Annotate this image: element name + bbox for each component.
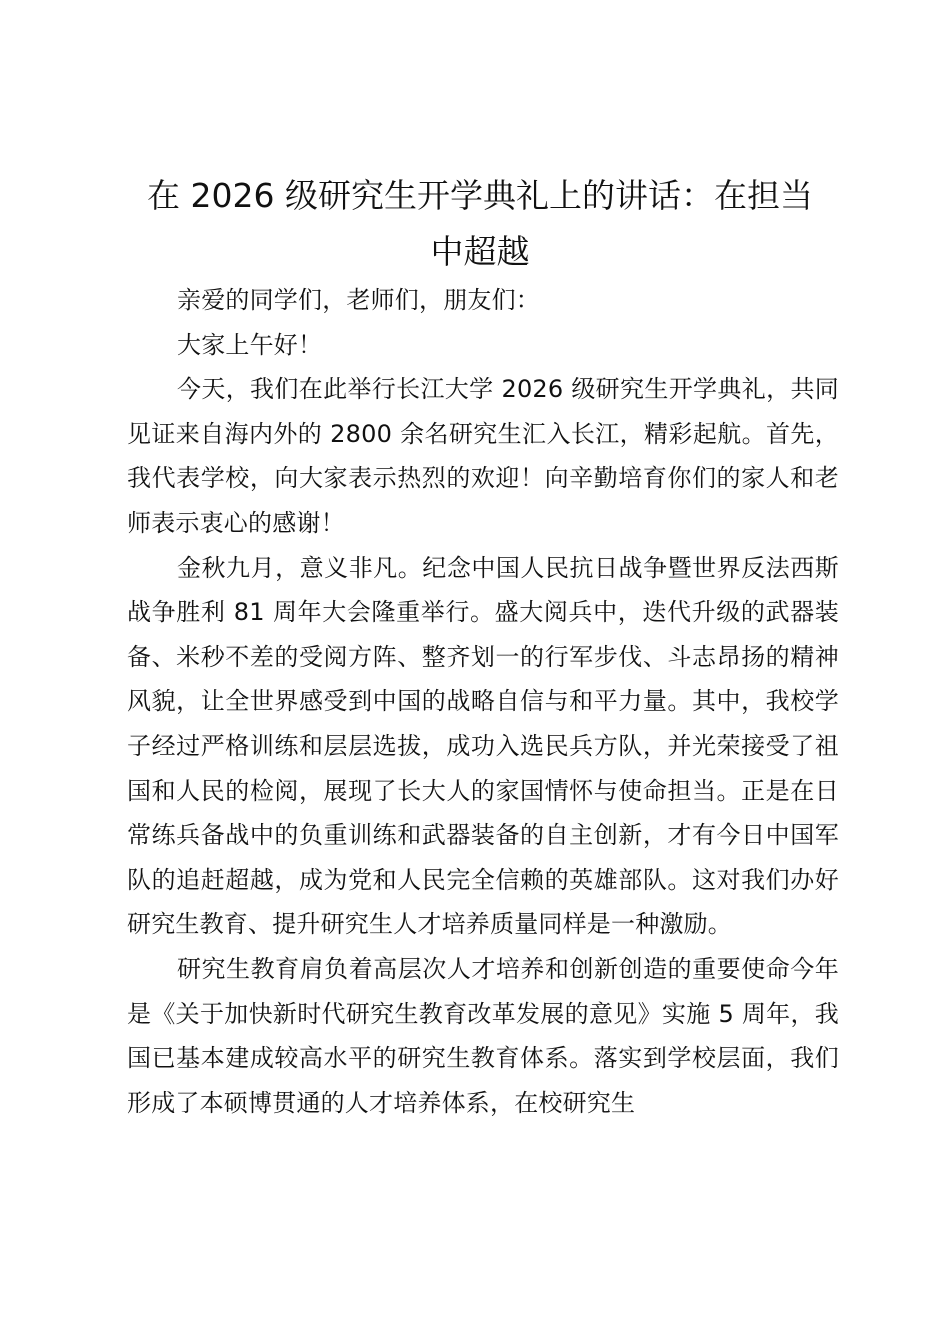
parade-paragraph: 金秋九月，意义非凡。纪念中国人民抗日战争暨世界反法西斯战争胜利 81 周年大会隆重举行。盛大阅兵中，迭代升级的武器装备、米秒不差的受阅方阵、整齐划一的行军步伐、斗志昂扬的精神风貌，让全世界感受到中国的战略自信与和平力量。其中，我校学子经过严格训练和层层选拔，成功入选民兵方队，并光荣接受了祖国和人民的检阅，展现了长大人的家国情怀与使命担当。正是在日常练兵备战中的负重训练和武器装备的自主创新，才有今日中国军队的追赶超越，成为党和人民完全信赖的英雄部队。这对我们办好研究生教育、提升研究生人才培养质量同样是一种激励。 bbox=[127, 553, 839, 939]
greeting-paragraph: 大家上午好！ bbox=[177, 330, 323, 359]
welcome-paragraph: 今天，我们在此举行长江大学 2026 级研究生开学典礼，共同见证来自海内外的 2800 余名研究生汇入长江，精彩起航。首先，我代表学校，向大家表示热烈的欢迎！向辛勤培育你们的家人和老师表示衷心的感谢！ bbox=[127, 375, 839, 537]
document-title bbox=[110, 168, 850, 280]
title-line-1: 在 2026 级研究生开学典礼上的讲话：在担当 bbox=[147, 176, 813, 215]
title-line-2: 中超越 bbox=[430, 232, 530, 271]
document-body bbox=[127, 278, 839, 1125]
education-paragraph: 研究生教育肩负着高层次人才培养和创新创造的重要使命今年是《关于加快新时代研究生教育改革发展的意见》实施 5 周年，我国已基本建成较高水平的研究生教育体系。落实到学校层面，我们形成了本硕博贯通的人才培养体系，在校研究生 bbox=[127, 954, 839, 1117]
salutation-paragraph: 亲爱的同学们，老师们，朋友们： bbox=[177, 286, 540, 314]
